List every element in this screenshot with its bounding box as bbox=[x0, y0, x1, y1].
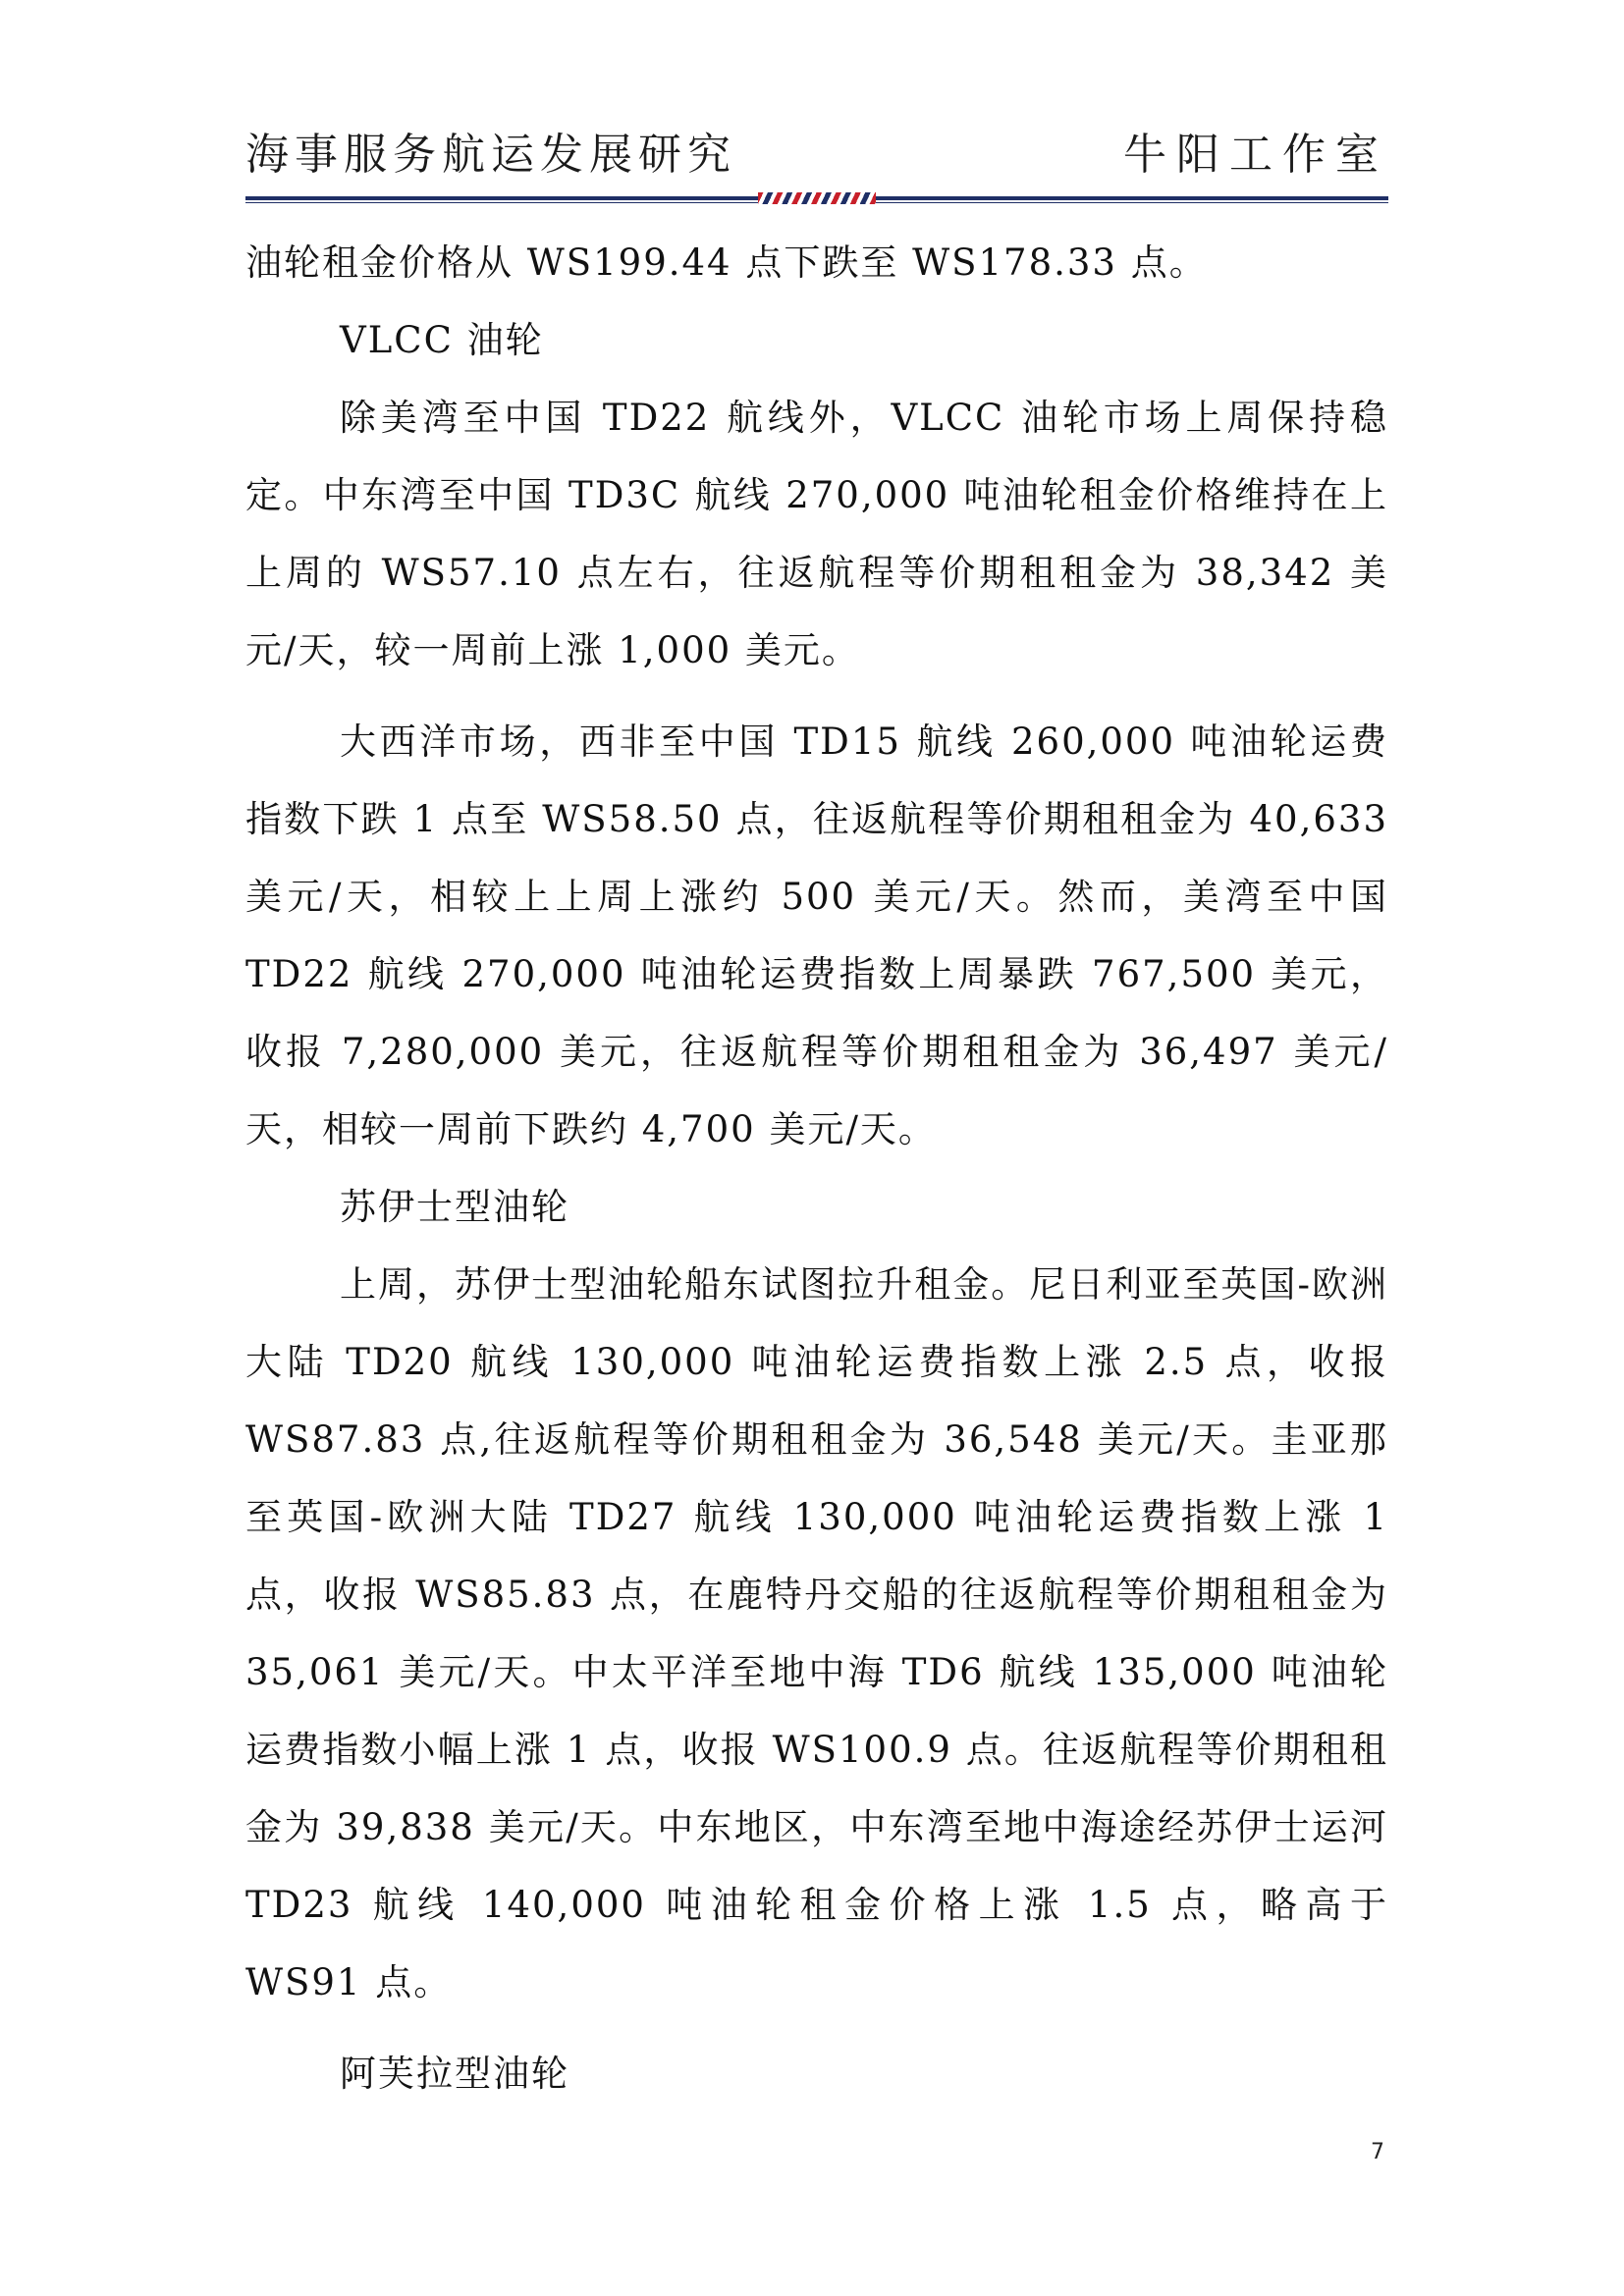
section-heading-vlcc: VLCC 油轮 bbox=[340, 319, 544, 361]
page-number: 7 bbox=[1371, 2140, 1384, 2164]
paragraph-vlcc-overview: 除美湾至中国 TD22 航线外，VLCC 油轮市场上周保持稳定。中东湾至中国 TD3C 航线 270,000 吨油轮租金价格维持在上上周的 WS57.10 点左右，往返航程等价期租租金为 38,342 美元/天，较一周前上涨 1,000 美元。 bbox=[245, 397, 1388, 671]
paragraph-suezmax-market: 上周，苏伊士型油轮船东试图拉升租金。尼日利亚至英国-欧洲大陆 TD20 航线 130,000 吨油轮运费指数上涨 2.5 点，收报 WS87.83 点,往返航程等价期租租金为 36,548 美元/天。圭亚那至英国-欧洲大陆 TD27 航线 130,000 吨油轮运费指数上涨 1 点，收报 WS85.83 点，在鹿特丹交船的往返航程等价期租租金为 35,061 美元/天。中太平洋至地中海 TD6 航线 135,000 吨油轮运费指数小幅上涨 1 点，收报 WS100.9 点。往返航程等价期租租金为 39,838 美元/天。中东地区，中东湾至地中海途经苏伊士运河 TD23 航线 140,000 吨油轮租金价格上涨 1.5 点，略高于 WS91 点。 bbox=[245, 1263, 1388, 2003]
header-studio-name: 牛阳工作室 bbox=[1123, 130, 1388, 180]
header-title: 海事服务航运发展研究 bbox=[245, 130, 736, 180]
header-divider-stripe-accent bbox=[758, 192, 876, 204]
header-divider bbox=[245, 196, 1388, 204]
paragraph-continuation: 油轮租金价格从 WS199.44 点下跌至 WS178.33 点。 bbox=[245, 241, 1208, 284]
section-heading-suezmax: 苏伊士型油轮 bbox=[340, 1186, 569, 1228]
section-heading-aframax: 阿芙拉型油轮 bbox=[340, 2053, 569, 2095]
page-header bbox=[245, 126, 1388, 185]
paragraph-atlantic-market: 大西洋市场，西非至中国 TD15 航线 260,000 吨油轮运费指数下跌 1 点至 WS58.50 点，往返航程等价期租租金为 40,633 美元/天，相较上上周上涨约 500 美元/天。然而，美湾至中国 TD22 航线 270,000 吨油轮运费指数上周暴跌 767,500 美元，收报 7,280,000 美元，往返航程等价期租租金为 36,497 美元/天，相较一周前下跌约 4,700 美元/天。 bbox=[245, 721, 1388, 1150]
article-body bbox=[245, 224, 1388, 2112]
